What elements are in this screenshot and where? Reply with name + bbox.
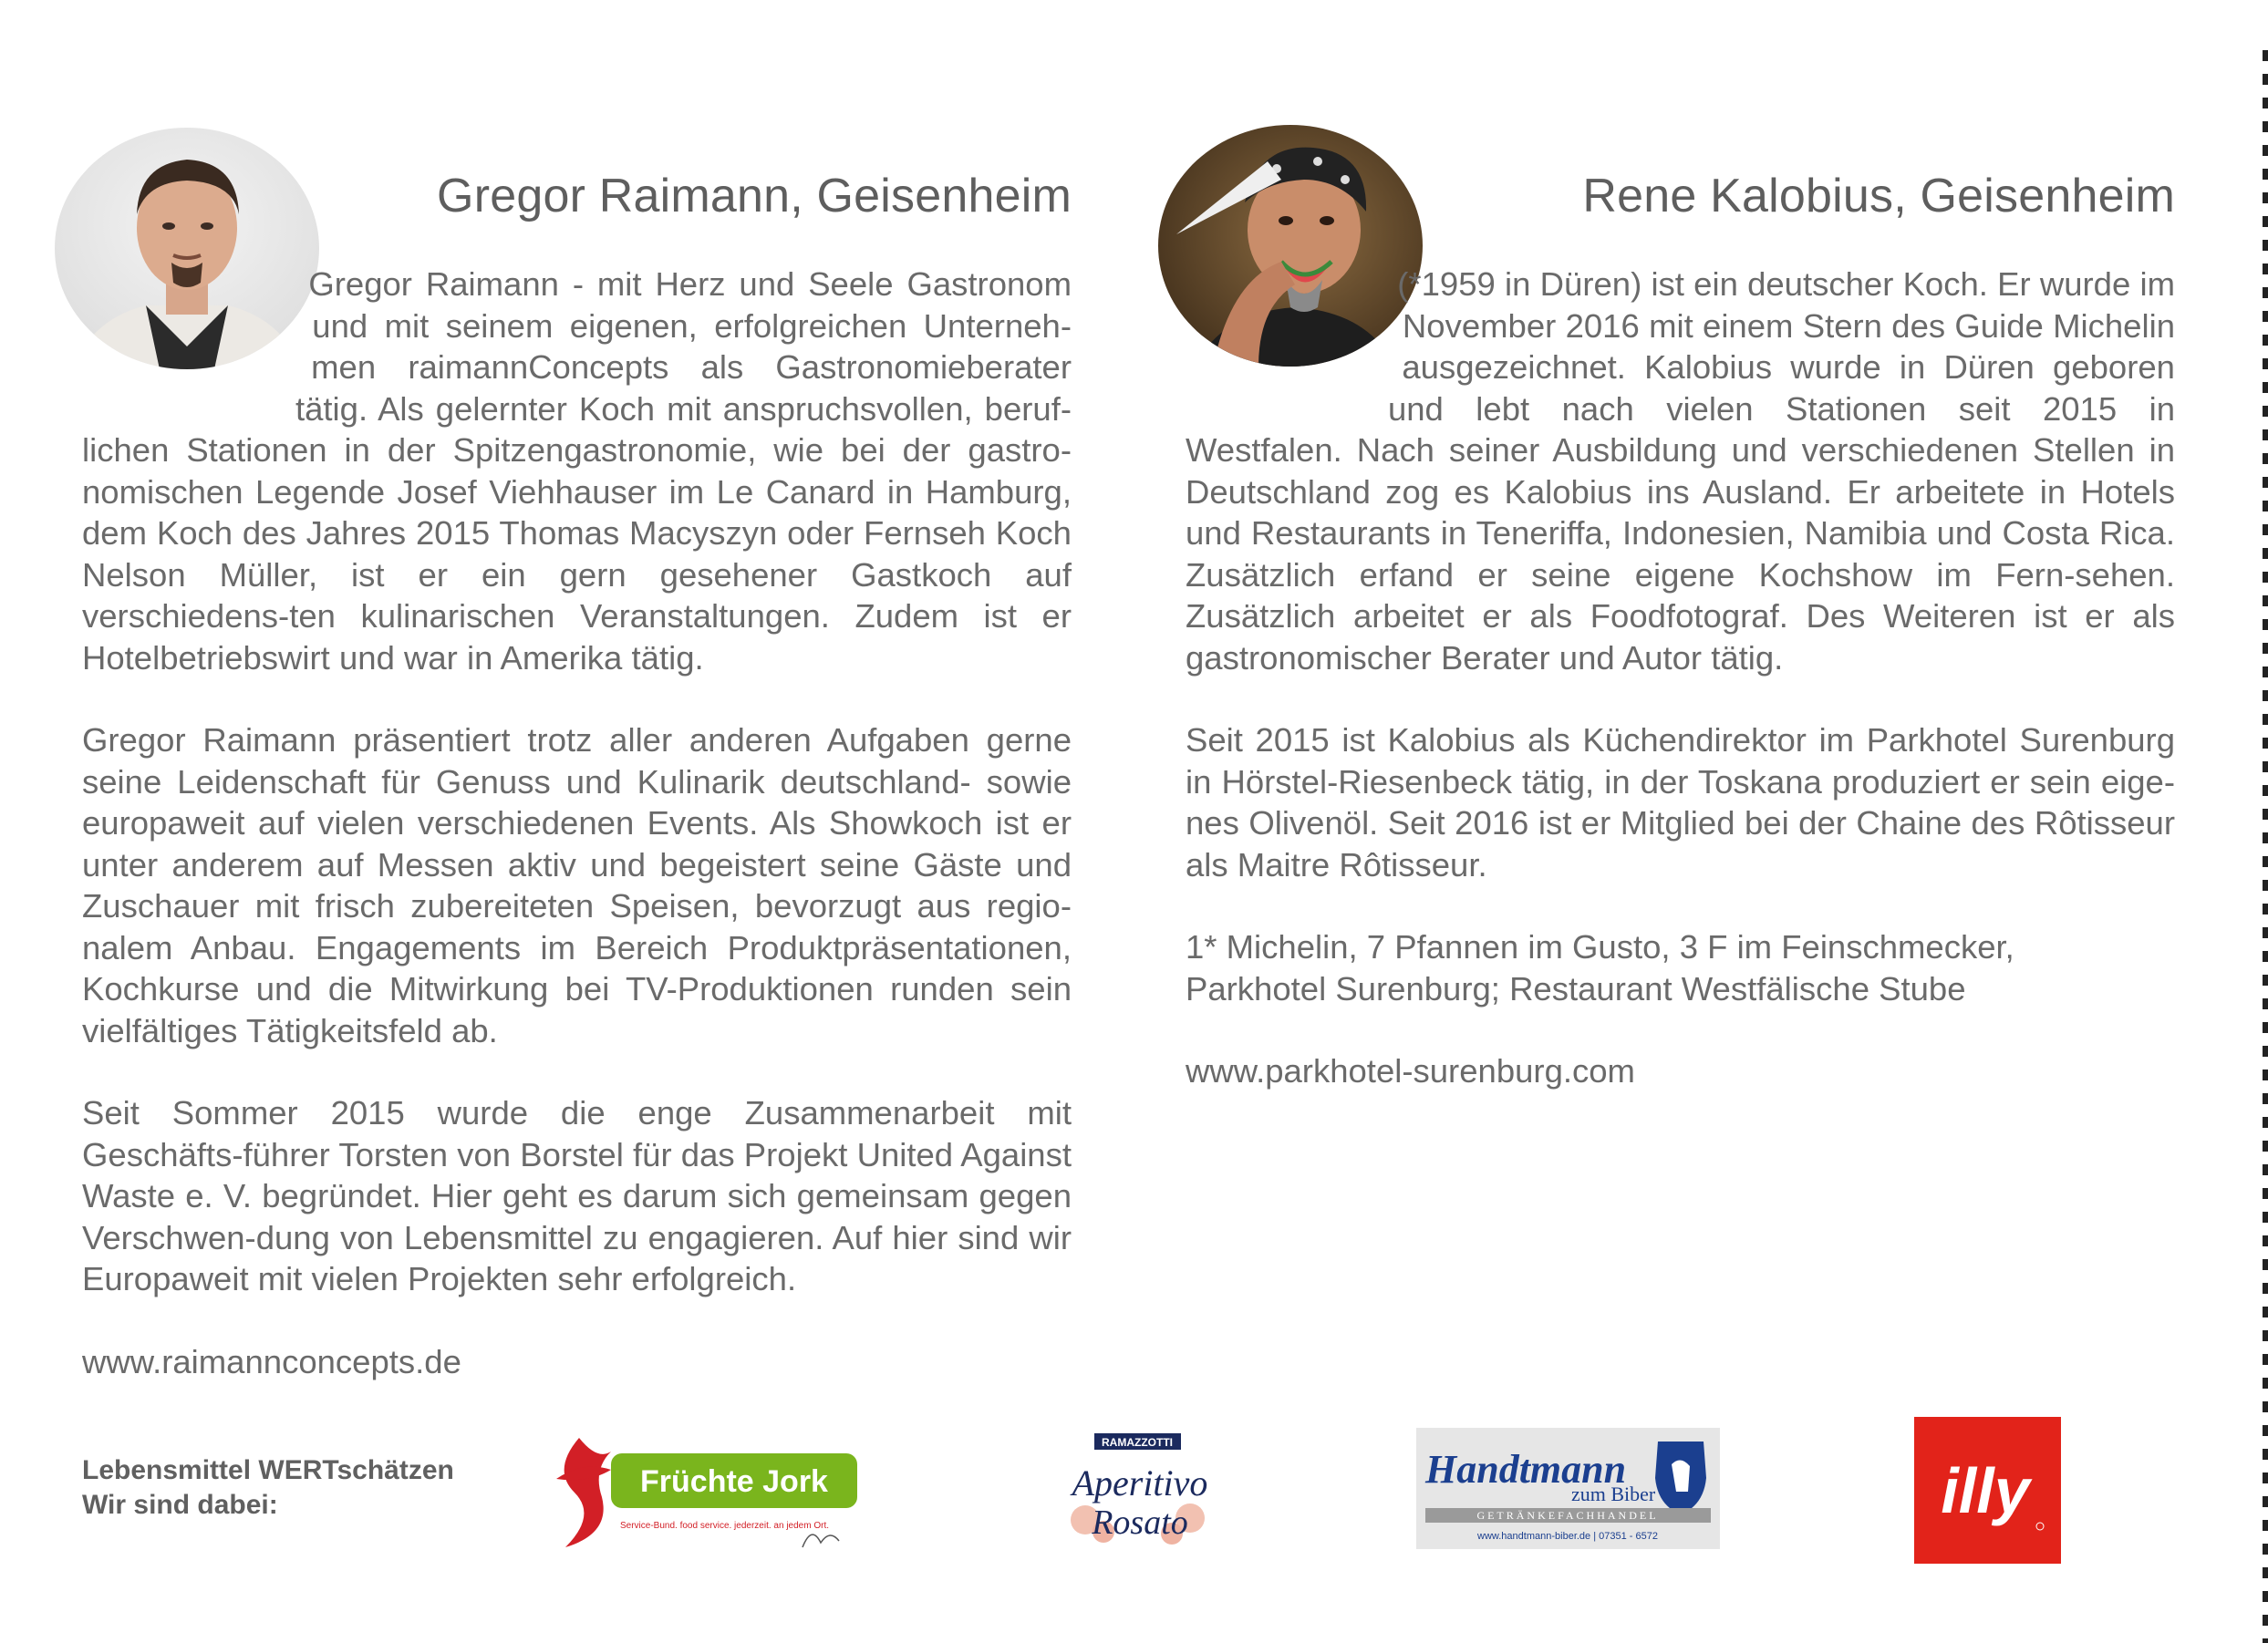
logo-ramazzotti-aperitivo-rosato [1053, 1433, 1227, 1554]
profile-bio-rene [1186, 264, 2175, 1133]
awards-paragraph [1186, 926, 2175, 1009]
fruechte-jork-tagline: Service-Bund. food service. jederzeit. an jedem Ort. [620, 1521, 829, 1531]
sponsor-label-line-1: Lebensmittel WERTschätzen [82, 1455, 454, 1485]
website-link-surenburg[interactable]: www.parkhotel-surenburg.com [1186, 1052, 1635, 1090]
ramazzotti-line-2: Rosato [1092, 1504, 1188, 1542]
handtmann-wordmark: Handtmann [1425, 1447, 1627, 1492]
bio-paragraph-1: (*1959 in Düren) ist ein deutscher Koch. Er wurde im November 2016 mit einem Stern des Guide Michelin ausgezeichnet. Kalobius wurde in Düren geboren und lebt nach vielen Stationen seit 2015 in Westfalen. Nach seiner Ausbildung und verschiedenen Stellen in Deutschland zog es Kalobius ins Ausland. Er arbeitete in Hotels und Restaurants in Teneriffa, Indonesien, Namibia und Costa Rica. Zusätzlich erfand er seine eigene Kochshow im Fern-sehen. Zusätzlich arbeitet er als Foodfotograf. Des Weiteren ist er als gastronomischer Berater und Autor tätig. [1186, 265, 2175, 677]
logo-illy [1914, 1417, 2061, 1564]
handtmann-sub: zum Biber [1571, 1483, 1656, 1505]
handtmann-logo-graphic [1416, 1428, 1720, 1549]
handtmann-trade: GETRÄNKEFACHHANDEL [1476, 1509, 1659, 1522]
profile-name-rene: Rene Kalobius, Geisenheim [1582, 170, 2175, 222]
awards-line-2: Parkhotel Surenburg; Restaurant Westfälische Stube [1186, 969, 1966, 1008]
bio-paragraph-2: Gregor Raimann präsentiert trotz aller anderen Aufgaben gerne seine Leidenschaft für Genuss und Kulinarik deutschland- sowie europaweit auf vielen verschiedenen Events. Als Showkoch ist er unter anderem auf Messen aktiv und begeistert seine Gäste und Zuschauer mit frisch zubereiteten Speisen, bevorzugt aus regio-nalem Anbau. Engagements im Bereich Produktpräsentationen, Kochkurse und die Mitwirkung bei TV-Produktionen runden sein vielfältiges Tätigkeitsfeld ab. [82, 721, 1072, 1049]
profile-name-gregor: Gregor Raimann, Geisenheim [437, 170, 1072, 222]
fruechte-jork-logo-graphic [547, 1433, 862, 1556]
fruechte-jork-wordmark: Früchte Jork [640, 1464, 828, 1499]
logo-fruechte-jork [547, 1433, 862, 1556]
illy-logo-graphic [1914, 1417, 2061, 1564]
ramazzotti-line-1: Aperitivo [1072, 1462, 1208, 1504]
sponsor-label [82, 1453, 454, 1523]
photo-wrap-spacer [82, 264, 337, 400]
ramazzotti-logo-graphic [1053, 1433, 1227, 1554]
website-link-raimann[interactable]: www.raimannconcepts.de [82, 1342, 461, 1380]
illy-wordmark: illy [1941, 1455, 2030, 1526]
profile-bio-gregor [82, 264, 1072, 1423]
logo-handtmann-zum-biber [1416, 1428, 1720, 1549]
cut-line-divider [2263, 50, 2268, 1643]
ramazzotti-brand: RAMAZZOTTI [1102, 1436, 1173, 1449]
awards-line-1: 1* Michelin, 7 Pfannen im Gusto, 3 F im Feinschmecker, [1186, 928, 2014, 966]
sponsor-label-line-2: Wir sind dabei: [82, 1490, 278, 1520]
handtmann-contact: www.handtmann-biber.de | 07351 - 6572 [1477, 1531, 1658, 1542]
bio-paragraph-1: Gregor Raimann - mit Herz und Seele Gastronom und mit seinem eigenen, erfolgreichen Unterneh-men raimannConcepts als Gastronomieberater tätig. Als gelernter Koch mit anspruchsvollen, beruf-lichen Stationen in der Spitzengastronomie, wie bei der gastro-nomischen Legende Josef Viehhauser im Le Canard in Hamburg, dem Koch des Jahres 2015 Thomas Macyszyn oder Fernseh Koch Nelson Müller, ist er ein gern gesehener Gastkoch auf verschiedens-ten kulinarischen Veranstaltungen. Zudem ist er Hotelbetriebswirt und war in Amerika tätig. [82, 265, 1072, 677]
bio-paragraph-3: Seit Sommer 2015 wurde die enge Zusammenarbeit mit Geschäfts-führer Torsten von Borstel für das Projekt United Against Waste e. V. begründet. Hier geht es darum sich gemeinsam gegen Verschwen-dung von Lebensmittel zu engagieren. Auf hier sind wir Europaweit mit vielen Projekten sehr erfolgreich. [82, 1094, 1072, 1297]
bio-paragraph-2: Seit 2015 ist Kalobius als Küchendirektor im Parkhotel Surenburg in Hörstel-Riesenbeck tätig, in der Toskana produziert er sein eige-nes Olivenöl. Seit 2016 ist er Mitglied bei der Chaine des Rôtisseur als Maitre Rôtisseur. [1186, 721, 2175, 884]
